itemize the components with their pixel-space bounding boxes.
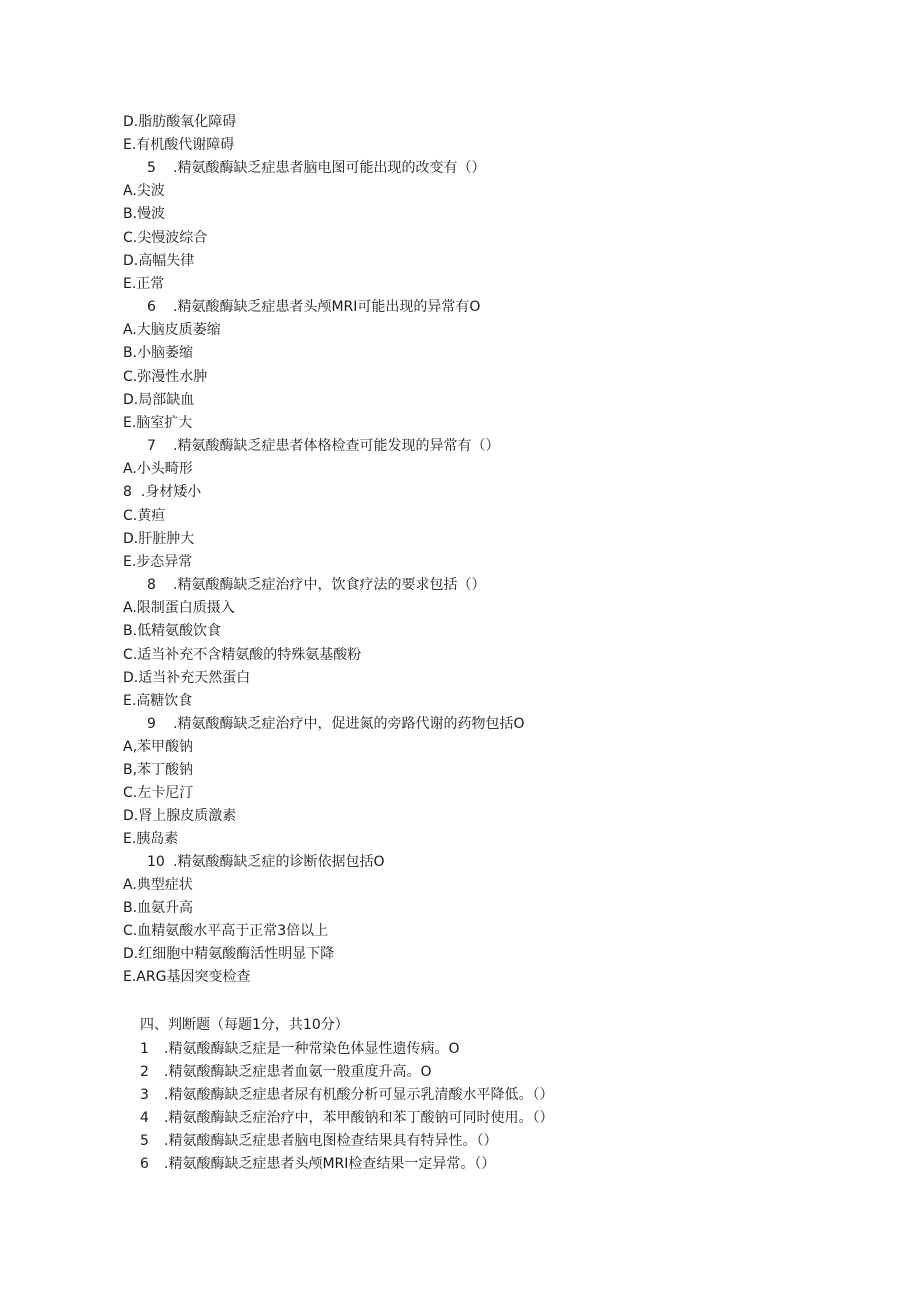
option-q8-a: A.限制蛋白质摄入 <box>123 600 235 616</box>
judgement-item-1: 1 .精氨酸酶缺乏症是一种常染色体显性遗传病。O <box>140 1041 460 1057</box>
option-q7-b: 8 .身材矮小 <box>123 484 202 500</box>
option-q10-c: C.血精氨酸水平高于正常3倍以上 <box>123 923 329 939</box>
option-q8-c: C.适当补充不含精氨酸的特殊氨基酸粉 <box>123 647 362 663</box>
option-q9-e: E.胰岛素 <box>123 831 179 847</box>
option-q6-b: B.小脑萎缩 <box>123 345 194 361</box>
option-q5-a: A.尖波 <box>123 183 165 199</box>
option-q7-c: C.黄疸 <box>123 508 166 524</box>
option-q6-c: C.弥漫性水肿 <box>123 369 208 385</box>
question-10: 10 .精氨酸酶缺乏症的诊断依据包括O <box>147 854 385 870</box>
judgement-item-6: 6 .精氨酸酶缺乏症患者头颅MRI检查结果一定异常。（） <box>140 1156 496 1172</box>
question-7: 7 .精氨酸酶缺乏症患者体格检查可能发现的异常有（） <box>147 438 500 454</box>
question-5: 5 .精氨酸酶缺乏症患者脑电图可能出现的改变有（） <box>147 160 486 176</box>
option-q7-e: E.步态异常 <box>123 554 193 570</box>
option-q6-a: A.大脑皮质萎缩 <box>123 322 221 338</box>
option-q8-e: E.高糖饮食 <box>123 693 193 709</box>
option-q9-a: A,苯甲酸钠 <box>123 739 194 755</box>
option-q5-e: E.正常 <box>123 276 165 292</box>
option-q5-d: D.高幅失律 <box>123 253 195 269</box>
option-q6-d: D.局部缺血 <box>123 392 195 408</box>
option-q10-e: E.ARG基因突变检查 <box>123 969 251 985</box>
option-q7-a: A.小头畸形 <box>123 461 193 477</box>
option-q5-b: B.慢波 <box>123 206 166 222</box>
question-9: 9 .精氨酸酶缺乏症治疗中，促进氮的旁路代谢的药物包括O <box>147 716 525 732</box>
question-8: 8 .精氨酸酶缺乏症治疗中，饮食疗法的要求包括（） <box>147 577 486 593</box>
option-q9-b: B,苯丁酸钠 <box>123 762 194 778</box>
judgement-item-5: 5 .精氨酸酶缺乏症患者脑电图检查结果具有特异性。（） <box>140 1133 498 1149</box>
judgement-item-3: 3 .精氨酸酶缺乏症患者尿有机酸分析可显示乳清酸水平降低。（） <box>140 1087 554 1103</box>
option-q9-c: C.左卡尼汀 <box>123 785 194 801</box>
option-q9-d: D.肾上腺皮质激素 <box>123 808 237 824</box>
option-q8-d: D.适当补充天然蛋白 <box>123 670 251 686</box>
option-q10-d: D.红细胞中精氨酸酶活性明显下降 <box>123 946 335 962</box>
option-q5-c: C.尖慢波综合 <box>123 230 208 246</box>
option-q7-d: D.肝脏肿大 <box>123 531 195 547</box>
judgement-item-2: 2 .精氨酸酶缺乏症患者血氨一般重度升高。O <box>140 1064 432 1080</box>
option-q4-e: E.有机酸代谢障碍 <box>123 137 235 153</box>
option-q8-b: B.低精氨酸饮食 <box>123 623 222 639</box>
option-q10-b: B.血氨升高 <box>123 900 194 916</box>
option-q4-d: D.脂肪酸氧化障碍 <box>123 114 237 130</box>
option-q6-e: E.脑室扩大 <box>123 415 193 431</box>
judgement-item-4: 4 .精氨酸酶缺乏症治疗中，苯甲酸钠和苯丁酸钠可同时使用。（） <box>140 1110 554 1126</box>
question-6: 6 .精氨酸酶缺乏症患者头颅MRI可能出现的异常有O <box>147 299 481 315</box>
section-heading-true-false: 四、判断题（每题1分，共10分） <box>140 1017 349 1033</box>
option-q10-a: A.典型症状 <box>123 877 193 893</box>
